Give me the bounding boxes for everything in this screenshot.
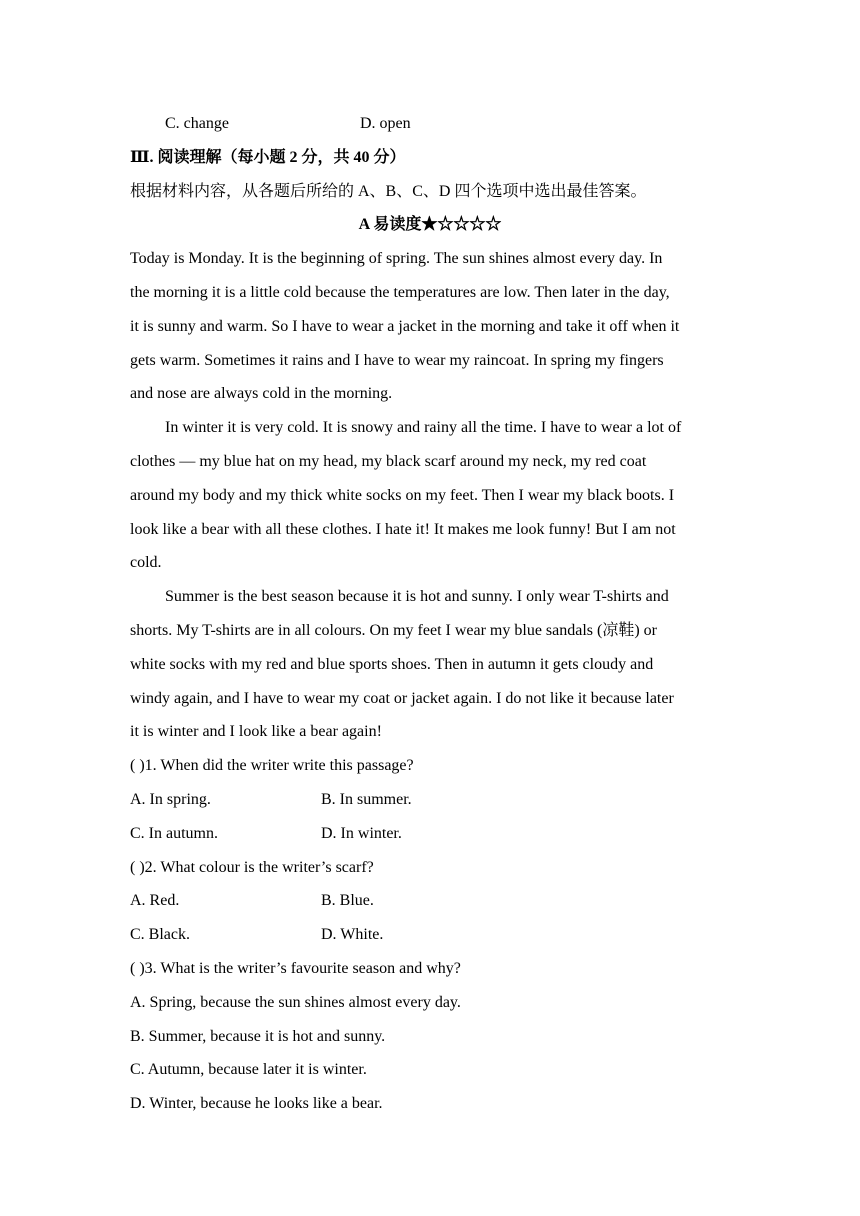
question-2-option-b: B. Blue. <box>321 892 374 910</box>
question-2-option-c: C. Black. <box>130 926 190 944</box>
question-1-option-d: D. In winter. <box>321 824 402 842</box>
passage-title: A 易读度★☆☆☆☆ <box>358 216 502 234</box>
paragraph-winter <box>130 411 730 580</box>
paragraph-line: gets warm. Sometimes it rains and I have to wear my raincoat. In spring my fingers <box>130 351 664 369</box>
question-1-option-b: B. In summer. <box>321 790 412 808</box>
document-page <box>130 107 730 1121</box>
section-instruction: 根据材料内容，从各题后所给的 A、B、C、D 四个选项中选出最佳答案。 <box>130 182 647 200</box>
paragraph-line: Summer is the best season because it is hot and sunny. I only wear T-shirts and <box>165 588 669 606</box>
option-c: C. change <box>165 115 229 132</box>
section-heading: Ⅲ. 阅读理解（每小题 2 分，共 40 分） <box>130 148 406 166</box>
paragraph-line: cold. <box>130 554 162 572</box>
paragraph-line: the morning it is a little cold because the temperatures are low. Then later in the day, <box>130 283 670 301</box>
paragraph-line: it is sunny and warm. So I have to wear a jacket in the morning and take it off when it <box>130 317 680 335</box>
question-2-options-row <box>130 918 730 952</box>
paragraph-line: shorts. My T-shirts are in all colours. On my feet I wear my blue sandals (凉鞋) or <box>130 621 658 639</box>
paragraph-line: Today is Monday. It is the beginning of spring. The sun shines almost every day. In <box>130 250 663 268</box>
option-d: D. open <box>360 115 411 132</box>
question-3-option-b: B. Summer, because it is hot and sunny. <box>130 1027 386 1045</box>
question-2-option-a: A. Red. <box>130 892 180 910</box>
paragraph-line: windy again, and I have to wear my coat or jacket again. I do not like it because later <box>130 689 674 707</box>
paragraph-line: it is winter and I look like a bear again! <box>130 723 382 741</box>
question-3-stem: ( )3. What is the writer’s favourite season and why? <box>130 959 461 977</box>
question-1-option-a: A. In spring. <box>130 790 211 808</box>
question-3-option-d: D. Winter, because he looks like a bear. <box>130 1095 383 1113</box>
paragraph-spring <box>130 242 730 411</box>
question-3-option-c: C. Autumn, because later it is winter. <box>130 1061 367 1079</box>
question-1-stem: ( )1. When did the writer write this passage? <box>130 757 414 775</box>
question-1-options-row <box>130 817 730 851</box>
previous-question-options <box>130 107 730 141</box>
question-3-option-a: A. Spring, because the sun shines almost every day. <box>130 993 461 1011</box>
paragraph-line: around my body and my thick white socks on my feet. Then I wear my black boots. I <box>130 486 675 504</box>
paragraph-line: look like a bear with all these clothes. I hate it! It makes me look funny! But I am not <box>130 520 676 538</box>
paragraph-line: white socks with my red and blue sports shoes. Then in autumn it gets cloudy and <box>130 655 654 673</box>
paragraph-line: In winter it is very cold. It is snowy and rainy all the time. I have to wear a lot of <box>165 419 682 437</box>
question-2-option-d: D. White. <box>321 926 384 944</box>
paragraph-line: clothes — my blue hat on my head, my black scarf around my neck, my red coat <box>130 452 647 470</box>
paragraph-line: and nose are always cold in the morning. <box>130 385 393 403</box>
question-1-options-row <box>130 783 730 817</box>
question-2-options-row <box>130 884 730 918</box>
question-2-stem: ( )2. What colour is the writer’s scarf? <box>130 858 374 876</box>
question-1-option-c: C. In autumn. <box>130 824 218 842</box>
paragraph-summer <box>130 580 730 749</box>
